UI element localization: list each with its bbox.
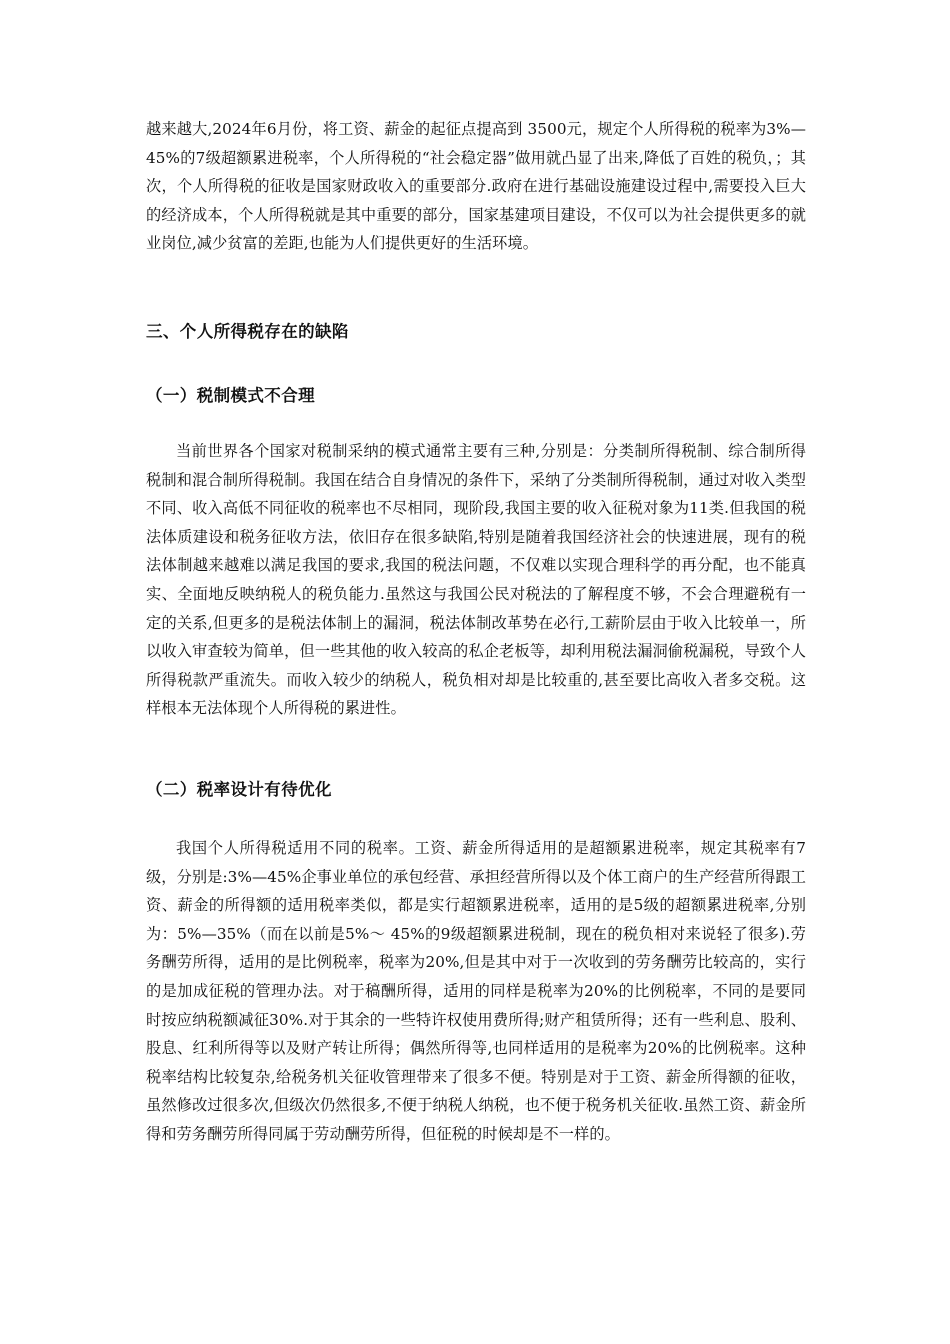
paragraph-tax-model: 当前世界各个国家对税制采纳的模式通常主要有三种,分别是：分类制所得税制、综合制所得税制和混合制所得税制。我国在结合自身情况的条件下，采纳了分类制所得税制，通过对收入类型不同、收入高低不同征收的税率也不尽相同，现阶段,我国主要的收入征税对象为11类.但我国的税法体质建设和税务征收方法，依旧存在很多缺陷,特别是随着我国经济社会的快速进展，现有的税法体制越来越难以满足我国的要求,我国的税法问题，不仅难以实现合理科学的再分配，也不能真实、全面地反映纳税人的税负能力.虽然这与我国公民对税法的了解程度不够，不会合理避税有一定的关系,但更多的是税法体制上的漏洞，税法体制改革势在必行,工薪阶层由于收入比较单一，所以收入审查较为简单，但一些其他的收入较高的私企老板等，却利用税法漏洞偷税漏税，导致个人所得税款严重流失。而收入较少的纳税人，税负相对却是比较重的,甚至要比高收入者多交税。这样根本无法体现个人所得税的累进性。 bbox=[146, 442, 806, 718]
paragraph-tax-rate: 我国个人所得税适用不同的税率。工资、薪金所得适用的是超额累进税率，规定其税率有7级，分别是:3%—45%企事业单位的承包经营、承担经营所得以及个体工商户的生产经营所得跟工资、薪金的所得额的适用税率类似，都是实行超额累进税率，适用的是5级的超额累进税率,分别为：5%—35%（而在以前是5%～ 45%的9级超额累进税制，现在的税负相对来说轻了很多).劳务酬劳所得，适用的是比例税率，税率为20%,但是其中对于一次收到的劳务酬劳比较高的，实行的是加成征税的管理办法。对于稿酬所得，适用的同样是税率为20%的比例税率，不同的是要同时按应纳税额减征30%.对于其余的一些特许权使用费所得;财产租赁所得；还有一些利息、股利、股息、红利所得等以及财产转让所得；偶然所得等,也同样适用的是税率为20%的比例税率。这种税率结构比较复杂,给税务机关征收管理带来了很多不便。特别是对于工资、薪金所得额的征收，虽然修改过很多次,但级次仍然很多,不便于纳税人纳税，也不便于税务机关征收.虽然工资、薪金所得和劳务酬劳所得同属于劳动酬劳所得，但征税的时候却是不一样的。 bbox=[146, 839, 806, 1143]
subheading-tax-rate: （二）税率设计有待优化 bbox=[146, 780, 332, 799]
paragraph-intro-continuation: 越来越大,2024年6月份，将工资、薪金的起征点提高到 3500元，规定个人所得税的税率为3%—45%的7级超额累进税率，个人所得税的“社会稳定器”做用就凸显了出来,降低了百姓的税负，；其次，个人所得税的征收是国家财政收入的重要部分.政府在进行基础设施建设过程中,需要投入巨大的经济成本，个人所得税就是其中重要的部分，国家基建项目建设，不仅可以为社会提供更多的就业岗位,减少贫富的差距,也能为人们提供更好的生活环境。 bbox=[146, 120, 806, 253]
section-heading: 三、个人所得税存在的缺陷 bbox=[146, 322, 349, 341]
subheading-tax-model: （一）税制模式不合理 bbox=[146, 386, 315, 405]
